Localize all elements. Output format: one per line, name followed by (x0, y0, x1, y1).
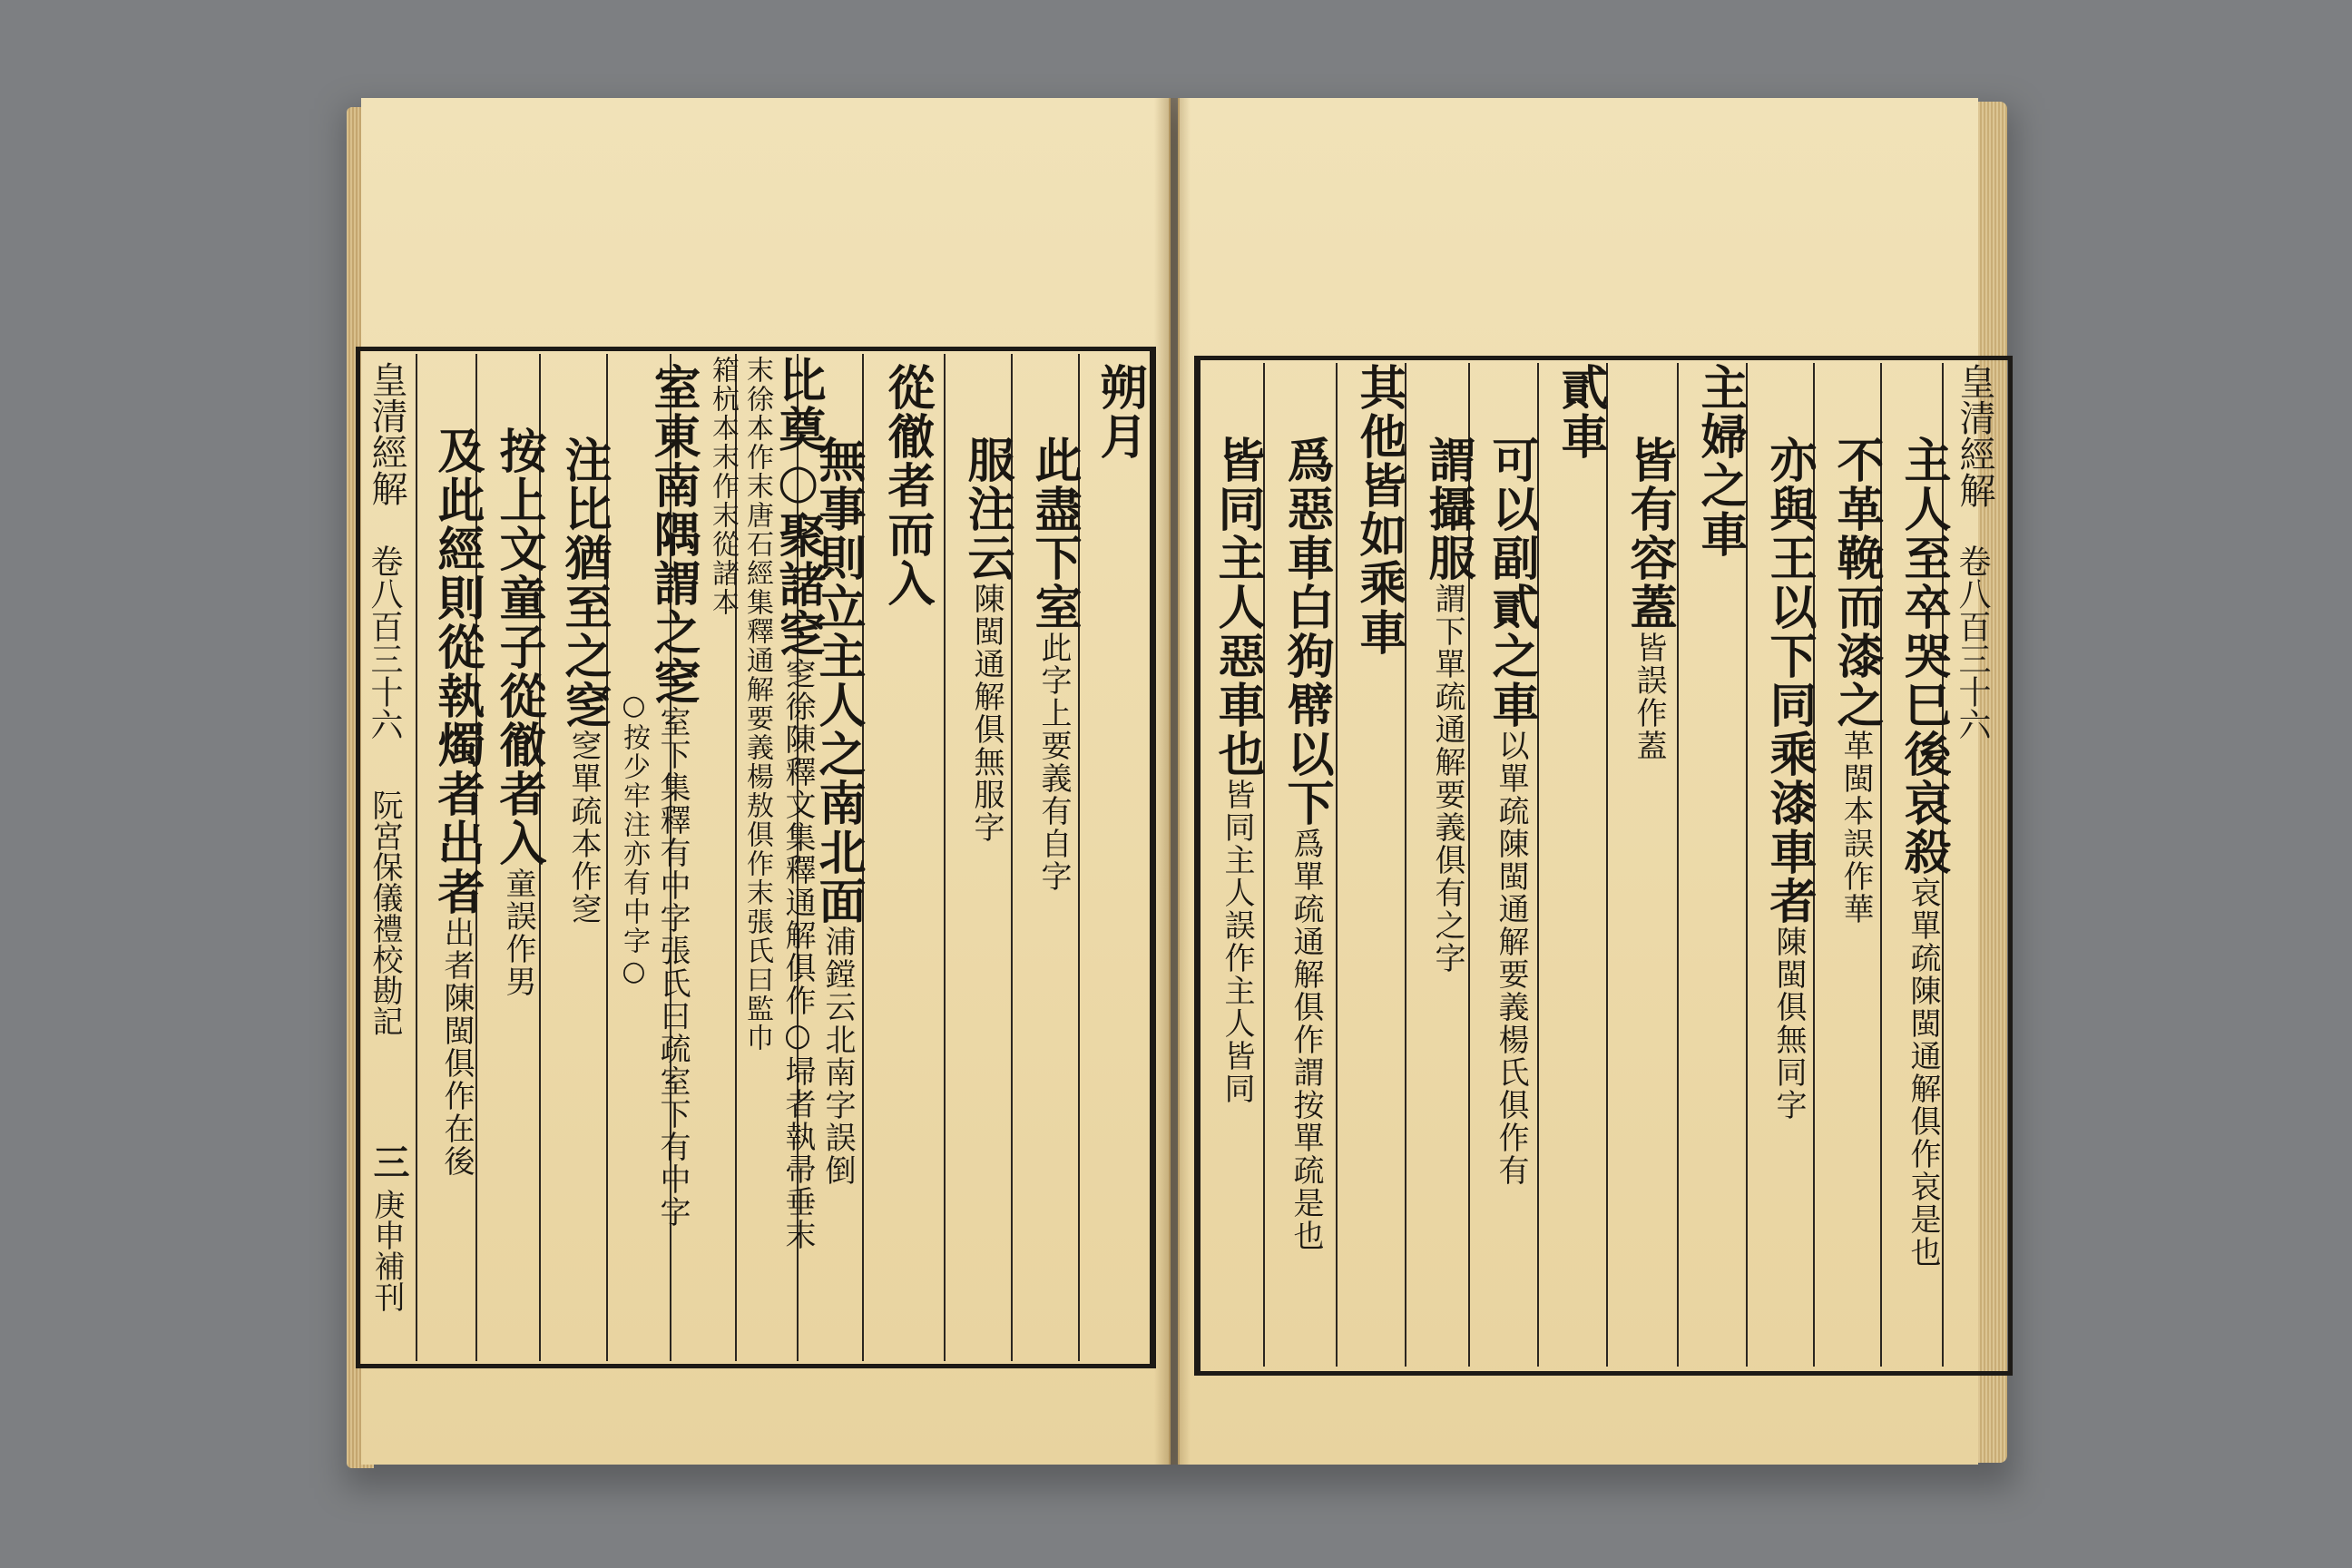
commentary-note: 革閩本誤作華 (1838, 730, 1874, 926)
text-column (1889, 436, 1957, 1269)
commentary-note: 皆誤作蓋 (1631, 632, 1667, 762)
entry-text: 可以副貳之車 (1484, 436, 1539, 730)
entry-text: 從徹者而入 (879, 363, 935, 608)
commentary-note: 謂下單疏通解要義俱有之字 (1429, 583, 1465, 975)
commentary-note: 陳閩通解俱無服字 (968, 583, 1004, 844)
commentary-note: 皆同主人誤作主人皆同 (1219, 779, 1255, 1105)
commentary-note: ○按少牢注亦有中字○ (618, 690, 650, 989)
text-column (485, 426, 553, 998)
entry-heading: 主婦之車 (1692, 363, 1748, 559)
commentary-note: 室下集釋有中字張氏曰疏室下有中字 (654, 706, 691, 1229)
commentary-note: 此字上要義有自字 (1035, 632, 1072, 893)
text-column (1822, 436, 1890, 926)
left-margin-reprint-note: 庚申補刊 (368, 1189, 405, 1312)
left-margin-page-number: 三 (368, 1143, 410, 1180)
text-column (1615, 436, 1683, 762)
text-column (1755, 436, 1823, 1122)
right-margin-volume: 卷八百三十六 (1954, 544, 1991, 740)
entry-text: 皆有容蓋 (1622, 436, 1677, 632)
entry-text: 無事則立主人之南北面 (810, 436, 866, 926)
entry-text: 爲惡車白狗幦以下 (1279, 436, 1334, 828)
text-column (1020, 436, 1088, 893)
entry-text: 按上文童子從徹者入 (491, 426, 546, 867)
entry-text: 比奠○聚諸窆 (770, 356, 826, 658)
text-column (423, 426, 491, 1178)
commentary-note: 窆徐陳釋文集釋通解俱作○埽者執帚垂末 (779, 658, 816, 1251)
entry-heading: 貳車 (1553, 363, 1608, 461)
entry-heading: 朔月 (1092, 363, 1147, 461)
text-column (1203, 436, 1271, 1105)
entry-text: 室東南隅謂之窆 (645, 363, 701, 706)
entry-text: 謂攝服 (1420, 436, 1475, 583)
commentary-note: 浦鏜云北南字誤倒 (819, 926, 856, 1187)
commentary-note: 末徐本作末唐石經集釋通解要義楊敖俱作末張氏曰監巾 (741, 356, 773, 1053)
left-margin-volume: 卷八百三十六 (366, 544, 403, 740)
commentary-note: 窆單疏本作窆 (565, 730, 602, 926)
entry-text: 主人至卒哭巳後哀殺 (1896, 436, 1951, 877)
commentary-note: 出者陳閩俱作在後 (438, 916, 475, 1178)
text-column (1272, 436, 1340, 1252)
book-gutter (1154, 98, 1191, 1465)
left-margin-book-title: 阮宮保儀禮校勘記 (367, 789, 403, 1036)
commentary-note: 哀單疏陳閩通解俱作哀是也 (1905, 877, 1941, 1269)
entry-text: 皆同主人惡車也 (1210, 436, 1265, 779)
commentary-note: 童誤作男 (500, 867, 536, 998)
entry-heading: 其他皆如乘車 (1351, 363, 1406, 657)
column-rule (1606, 363, 1608, 1367)
entry-text: 不革鞔而漆之 (1828, 436, 1884, 730)
column-rule (416, 354, 417, 1361)
commentary-note: 以單疏陳閩通解要義楊氏俱作有 (1493, 730, 1529, 1187)
commentary-note: 箱杭本末作末從諸本 (707, 356, 739, 617)
text-column (953, 436, 1021, 844)
commentary-note: 陳閩俱無同字 (1770, 926, 1807, 1122)
text-column (1477, 436, 1545, 1187)
entry-text: 及此經則從執燭者出者 (429, 426, 485, 916)
text-column (550, 436, 618, 926)
text-column (1414, 436, 1482, 975)
entry-text: 亦與王以下同乘漆車者 (1761, 436, 1817, 926)
commentary-note: 爲單疏通解俱作謂按單疏是也 (1288, 828, 1324, 1252)
entry-text: 注比猶至之窆 (556, 436, 612, 730)
left-margin-title: 皇清經解 (366, 361, 407, 506)
entry-text: 服注云 (959, 436, 1014, 583)
column-rule (944, 354, 946, 1361)
entry-text: 此盡下室 (1026, 436, 1082, 632)
right-margin-title: 皇清經解 (1954, 363, 1995, 508)
